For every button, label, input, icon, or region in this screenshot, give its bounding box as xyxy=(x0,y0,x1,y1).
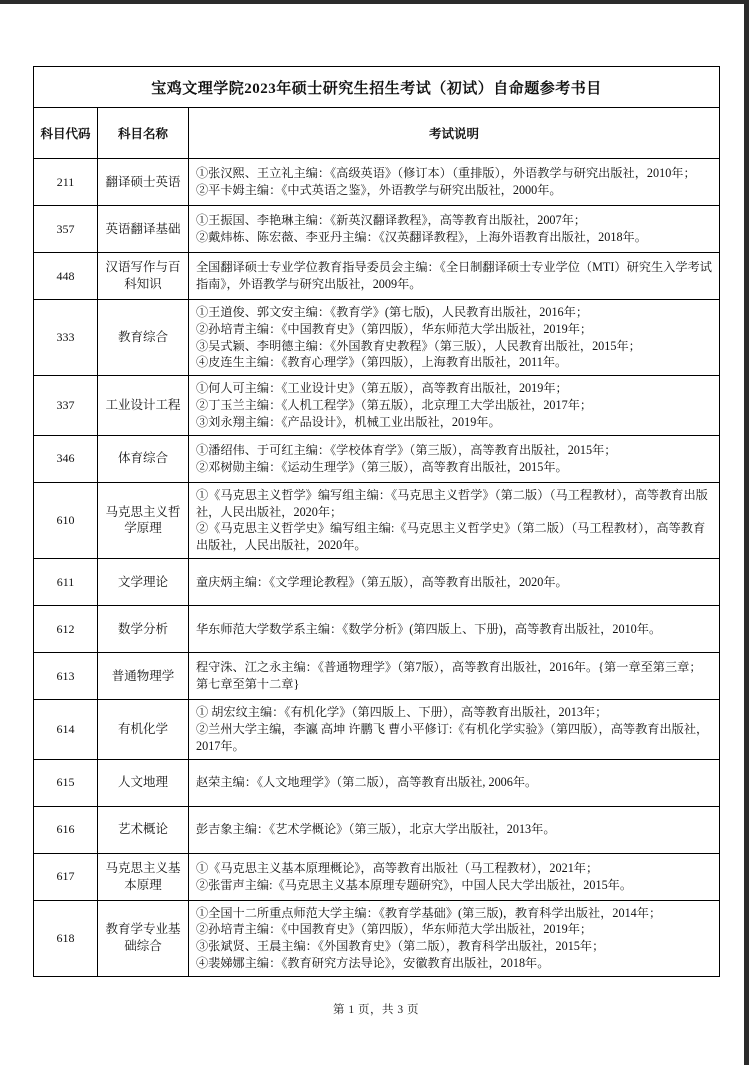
exam-description-cell xyxy=(189,300,720,376)
subject-name-cell: 工业设计工程 xyxy=(98,376,189,435)
subject-code-cell: 610 xyxy=(34,482,98,558)
subject-code-cell: 613 xyxy=(34,653,98,700)
viewer-right-edge xyxy=(744,0,749,1065)
subject-code-cell: 614 xyxy=(34,700,98,759)
subject-code-cell: 615 xyxy=(34,759,98,806)
book-item: ④裴娣娜主编：《教育研究方法导论》，安徽教育出版社，2018年。 xyxy=(196,956,550,971)
book-item: 赵荣主编：《人文地理学》（第二版），高等教育出版社, 2006年。 xyxy=(196,775,538,790)
subject-code-cell: 448 xyxy=(34,253,98,300)
subject-code-cell: 611 xyxy=(34,559,98,606)
table-row xyxy=(34,806,720,853)
table-row xyxy=(34,700,720,759)
table-row xyxy=(34,759,720,806)
table-row xyxy=(34,435,720,482)
table-row xyxy=(34,482,720,558)
subject-name-cell: 数学分析 xyxy=(98,606,189,653)
subject-name-cell: 有机化学 xyxy=(98,700,189,759)
table-row xyxy=(34,376,720,435)
page-number: 第 1 页，共 3 页 xyxy=(333,1003,419,1016)
subject-name-cell: 马克思主义基本原理 xyxy=(98,853,189,900)
exam-description-cell xyxy=(189,653,720,700)
book-item: ①何人可主编：《工业设计史》（第五版），高等教育出版社，2019年； xyxy=(196,381,568,396)
document-page xyxy=(33,66,719,1017)
book-item: ②孙培青主编：《中国教育史》（第四版），华东师范大学出版社，2019年； xyxy=(196,321,593,336)
subject-name-cell: 汉语写作与百科知识 xyxy=(98,253,189,300)
book-item: ①《马克思主义哲学》编写组主编：《马克思主义哲学》（第二版）（马工程教材），高等教育出版社，人民出版社，2020年； xyxy=(196,487,708,519)
subject-code-cell: 617 xyxy=(34,853,98,900)
exam-description-cell xyxy=(189,559,720,606)
subject-code-cell: 612 xyxy=(34,606,98,653)
subject-name-cell: 艺术概论 xyxy=(98,806,189,853)
column-header-subject-name: 科目名称 xyxy=(98,108,189,159)
subject-code-cell: 333 xyxy=(34,300,98,376)
table-row xyxy=(34,853,720,900)
exam-description-cell xyxy=(189,435,720,482)
subject-code-cell: 346 xyxy=(34,435,98,482)
book-item: 童庆炳主编：《文学理论教程》（第五版），高等教育出版社，2020年。 xyxy=(196,574,568,589)
exam-description-cell xyxy=(189,159,720,206)
table-row xyxy=(34,300,720,376)
exam-description-cell xyxy=(189,206,720,253)
subject-name-cell: 英语翻译基础 xyxy=(98,206,189,253)
table-row xyxy=(34,206,720,253)
exam-description-cell xyxy=(189,759,720,806)
exam-description-cell xyxy=(189,806,720,853)
reference-book-table xyxy=(33,66,720,977)
table-row xyxy=(34,653,720,700)
book-item: ①王道俊、郭文安主编：《教育学》(第七版)，人民教育出版社，2016年； xyxy=(196,305,589,319)
book-item: ②兰州大学主编，李瀛 高坤 许鹏飞 曹小平修订:《有机化学实验》（第四版），高等教育出版社，2017年。 xyxy=(196,721,709,753)
column-header-exam-description: 考试说明 xyxy=(189,108,720,159)
book-item: ②《马克思主义哲学史》编写组主编:《马克思主义哲学史》（第二版）（马工程教材），高等教育出版社，人民出版社，2020年。 xyxy=(196,521,706,553)
book-item: ③刘永翔主编：《产品设计》，机械工业出版社，2019年。 xyxy=(196,414,501,429)
book-item: ①张汉熙、王立礼主编：《高级英语》（修订本）（重排版），外语教学与研究出版社，2010年； xyxy=(196,166,696,181)
exam-description-cell xyxy=(189,900,720,976)
book-item: ②邓树勋主编：《运动生理学》（第三版），高等教育出版社，2015年。 xyxy=(196,459,568,474)
subject-name-cell: 教育综合 xyxy=(98,300,189,376)
book-item: ①全国十二所重点师范大学主编：《教育学基础》(第三版)，教育科学出版社，2014年； xyxy=(196,905,662,920)
table-body xyxy=(34,159,720,977)
table-row xyxy=(34,159,720,206)
subject-code-cell: 616 xyxy=(34,806,98,853)
table-row xyxy=(34,253,720,300)
column-header-row xyxy=(34,108,720,159)
subject-name-cell: 体育综合 xyxy=(98,435,189,482)
subject-code-cell: 211 xyxy=(34,159,98,206)
book-item: 彭吉象主编：《艺术学概论》（第三版），北京大学出版社，2013年。 xyxy=(196,822,556,837)
book-item: ①王振国、李艳琳主编：《新英汉翻译教程》，高等教育出版社，2007年； xyxy=(196,213,586,228)
viewer-top-edge xyxy=(0,0,749,4)
exam-description-cell xyxy=(189,700,720,759)
book-item: ① 胡宏纹主编：《有机化学》（第四版上、下册），高等教育出版社，2013年； xyxy=(196,705,608,720)
exam-description-cell xyxy=(189,376,720,435)
exam-description-cell xyxy=(189,606,720,653)
subject-name-cell: 翻译硕士英语 xyxy=(98,159,189,206)
book-item: ②孙培青主编：《中国教育史》（第四版），华东师范大学出版社，2019年； xyxy=(196,922,593,937)
exam-description-cell xyxy=(189,253,720,300)
title-row xyxy=(34,67,720,108)
book-item: ①《马克思主义基本原理概论》，高等教育出版社（马工程教材），2021年； xyxy=(196,860,599,875)
subject-name-cell: 普通物理学 xyxy=(98,653,189,700)
subject-name-cell: 文学理论 xyxy=(98,559,189,606)
book-item: 全国翻译硕士专业学位教育指导委员会主编：《全日制翻译硕士专业学位（MTI）研究生入学考试指南》，外语教学与研究出版社，2009年。 xyxy=(196,260,712,291)
book-item: 华东师范大学数学系主编：《数学分析》(第四版上、下册)，高等教育出版社，2010年。 xyxy=(196,621,662,636)
exam-description-cell xyxy=(189,482,720,558)
subject-code-cell: 337 xyxy=(34,376,98,435)
subject-code-cell: 357 xyxy=(34,206,98,253)
exam-description-cell xyxy=(189,853,720,900)
document-title: 宝鸡文理学院2023年硕士研究生招生考试（初试）自命题参考书目 xyxy=(34,67,720,108)
book-item: ②丁玉兰主编：《人机工程学》（第五版），北京理工大学出版社，2017年； xyxy=(196,398,593,413)
book-item: ②张雷声主编:《马克思主义基本原理专题研究》，中国人民大学出版社，2015年。 xyxy=(196,877,633,892)
book-item: ②戴炜栋、陈宏薇、李亚丹主编：《汉英翻译教程》，上海外语教育出版社，2018年。 xyxy=(196,230,647,244)
subject-code-cell: 618 xyxy=(34,900,98,976)
book-item: ③张斌贤、王晨主编：《外国教育史》（第二版），教育科学出版社，2015年； xyxy=(196,939,605,954)
book-item: ②平卡姆主编：《中式英语之鉴》，外语教学与研究出版社，2000年。 xyxy=(196,183,562,197)
book-item: ③吴式颖、李明德主编：《外国教育史教程》（第三版），人民教育出版社，2015年； xyxy=(196,338,641,353)
book-item: ④皮连生主编：《教育心理学》（第四版），上海教育出版社，2011年。 xyxy=(196,355,568,370)
table-row xyxy=(34,900,720,976)
book-item: 程守洙、江之永主编：《普通物理学》（第7版），高等教育出版社，2016年。{第一章至第三章；第七章至第十二章} xyxy=(196,660,702,692)
book-item: ①潘绍伟、于可红主编：《学校体育学》（第三版），高等教育出版社，2015年； xyxy=(196,442,617,457)
subject-name-cell: 教育学专业基础综合 xyxy=(98,900,189,976)
subject-name-cell: 马克思主义哲学原理 xyxy=(98,482,189,558)
column-header-subject-code: 科目代码 xyxy=(34,108,98,159)
table-row xyxy=(34,606,720,653)
subject-name-cell: 人文地理 xyxy=(98,759,189,806)
table-row xyxy=(34,559,720,606)
